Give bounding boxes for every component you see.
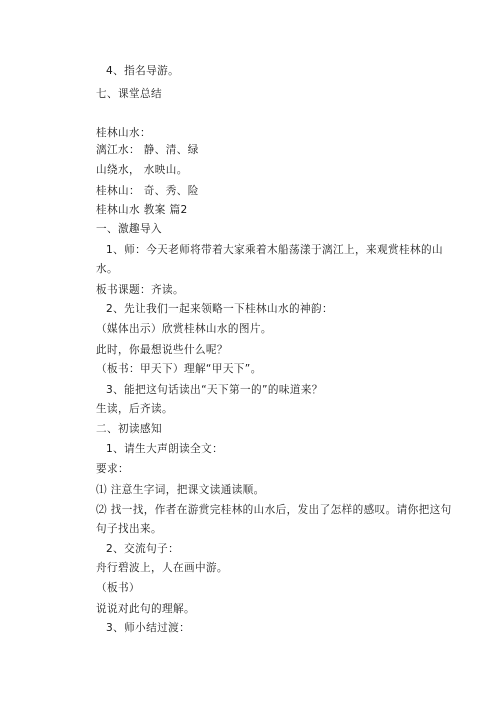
text-line: 山绕水， 水映山。: [96, 164, 188, 176]
text-line: 桂林山水：: [96, 127, 151, 139]
text-line: 说说对此句的理解。: [96, 603, 195, 615]
text-line: 水。: [96, 263, 118, 275]
text-line: 要求：: [96, 463, 129, 475]
text-line: 漓江水： 静、清、绿: [96, 144, 199, 156]
text-line: 3、能把这句话读出“天下第一的”的味道来？: [106, 384, 323, 396]
text-line: 2、先让我们一起来领略一下桂林山水的神韵：: [106, 303, 334, 315]
text-line: ⑴ 注意生字词，把课文读通读顺。: [96, 484, 265, 496]
text-line: 舟行碧波上，人在画中游。: [96, 562, 228, 574]
text-line: 1、师：今天老师将带着大家乘着木船荡漾于漓江上，来观赏桂林的山: [106, 244, 443, 256]
text-line: 板书课题：齐读。: [96, 284, 184, 296]
text-line: 此时，你最想说些什么呢？: [96, 344, 228, 356]
text-line: 3、师小结过渡：: [106, 622, 191, 634]
text-line: ⑵ 找一找，作者在游赏完桂林的山水后，发出了怎样的感叹。请你把这句: [96, 504, 452, 516]
section-heading: 七、课堂总结: [96, 88, 162, 100]
text-line: 生读，后齐读。: [96, 403, 173, 415]
lesson-title: 桂林山水 教案 篇2: [96, 204, 188, 216]
text-line: （媒体出示）欣赏桂林山水的图片。: [96, 323, 272, 335]
text-line: 桂林山： 奇、秀、险: [96, 185, 199, 197]
text-line: 1、请生大声朗读全文：: [106, 443, 224, 455]
text-line: 2、交流句子：: [106, 543, 180, 555]
text-line: （板书）: [96, 582, 140, 594]
section-heading: 二、初读感知: [96, 423, 162, 435]
section-heading: 一、激趣导入: [96, 223, 162, 235]
text-line: 句子找出来。: [96, 523, 162, 535]
text-line: 4、指名导游。: [106, 65, 180, 77]
text-line: （板书：甲天下）理解“甲天下”。: [96, 363, 262, 375]
